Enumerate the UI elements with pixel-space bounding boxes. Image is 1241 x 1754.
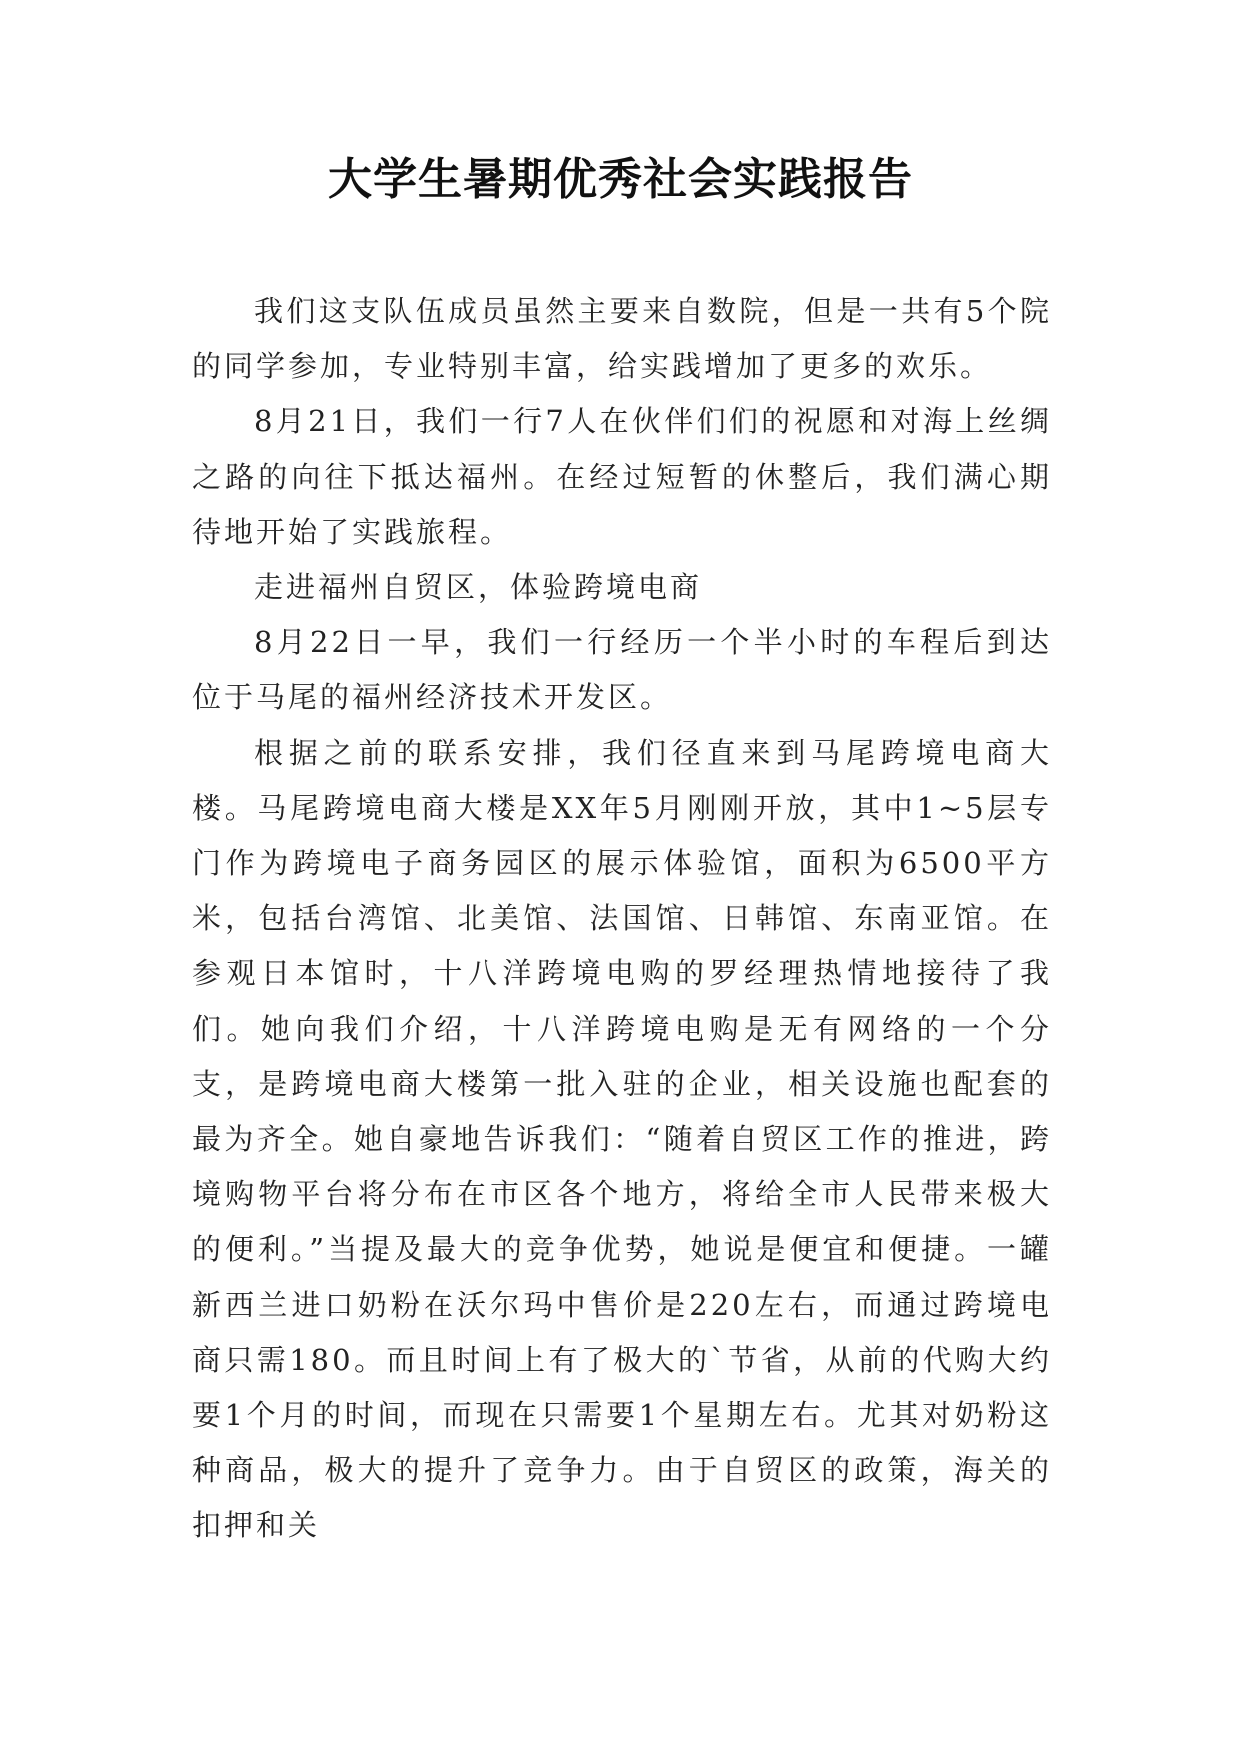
paragraph-section-heading: 走进福州自贸区，体验跨境电商 <box>254 570 703 605</box>
paragraph-ecommerce-building: 根据之前的联系安排，我们径直来到马尾跨境电商大楼。马尾跨境电商大楼是XX年5月刚刚开放，其中1~5层专门作为跨境电子商务园区的展示体验馆，面积为6500平方米，包括台湾馆、北美馆、法国馆、日韩馆、东南亚馆。在参观日本馆时，十八洋跨境电购的罗经理热情地接待了我们。她向我们介绍，十八洋跨境电购是无有网络的一个分支，是跨境电商大楼第一批入驻的企业，相关设施也配套的最为齐全。她自豪地告诉我们：“随着自贸区工作的推进，跨境购物平台将分布在市区各个地方，将给全市人民带来极大的便利。”当提及最大的竞争优势，她说是便宜和便捷。一罐新西兰进口奶粉在沃尔玛中售价是220左右，而通过跨境电商只需180。而且时间上有了极大的`节省，从前的代购大约要1个月的时间，而现在只需要1个星期左右。尤其对奶粉这种商品，极大的提升了竞争力。由于自贸区的政策，海关的扣押和关 <box>192 735 1052 1543</box>
paragraph-team-members: 我们这支队伍成员虽然主要来自数院，但是一共有5个院的同学参加，专业特别丰富，给实践增加了更多的欢乐。 <box>192 294 1052 384</box>
paragraph-arrival-fuzhou: 8月21日，我们一行7人在伙伴们们的祝愿和对海上丝绸之路的向往下抵达福州。在经过短暂的休整后，我们满心期待地开始了实践旅程。 <box>192 404 1052 549</box>
paragraph-trip-mawei: 8月22日一早，我们一行经历一个半小时的车程后到达位于马尾的福州经济技术开发区。 <box>192 625 1052 715</box>
document-title: 大学生暑期优秀社会实践报告 <box>328 154 913 205</box>
document-body <box>192 284 1052 1554</box>
